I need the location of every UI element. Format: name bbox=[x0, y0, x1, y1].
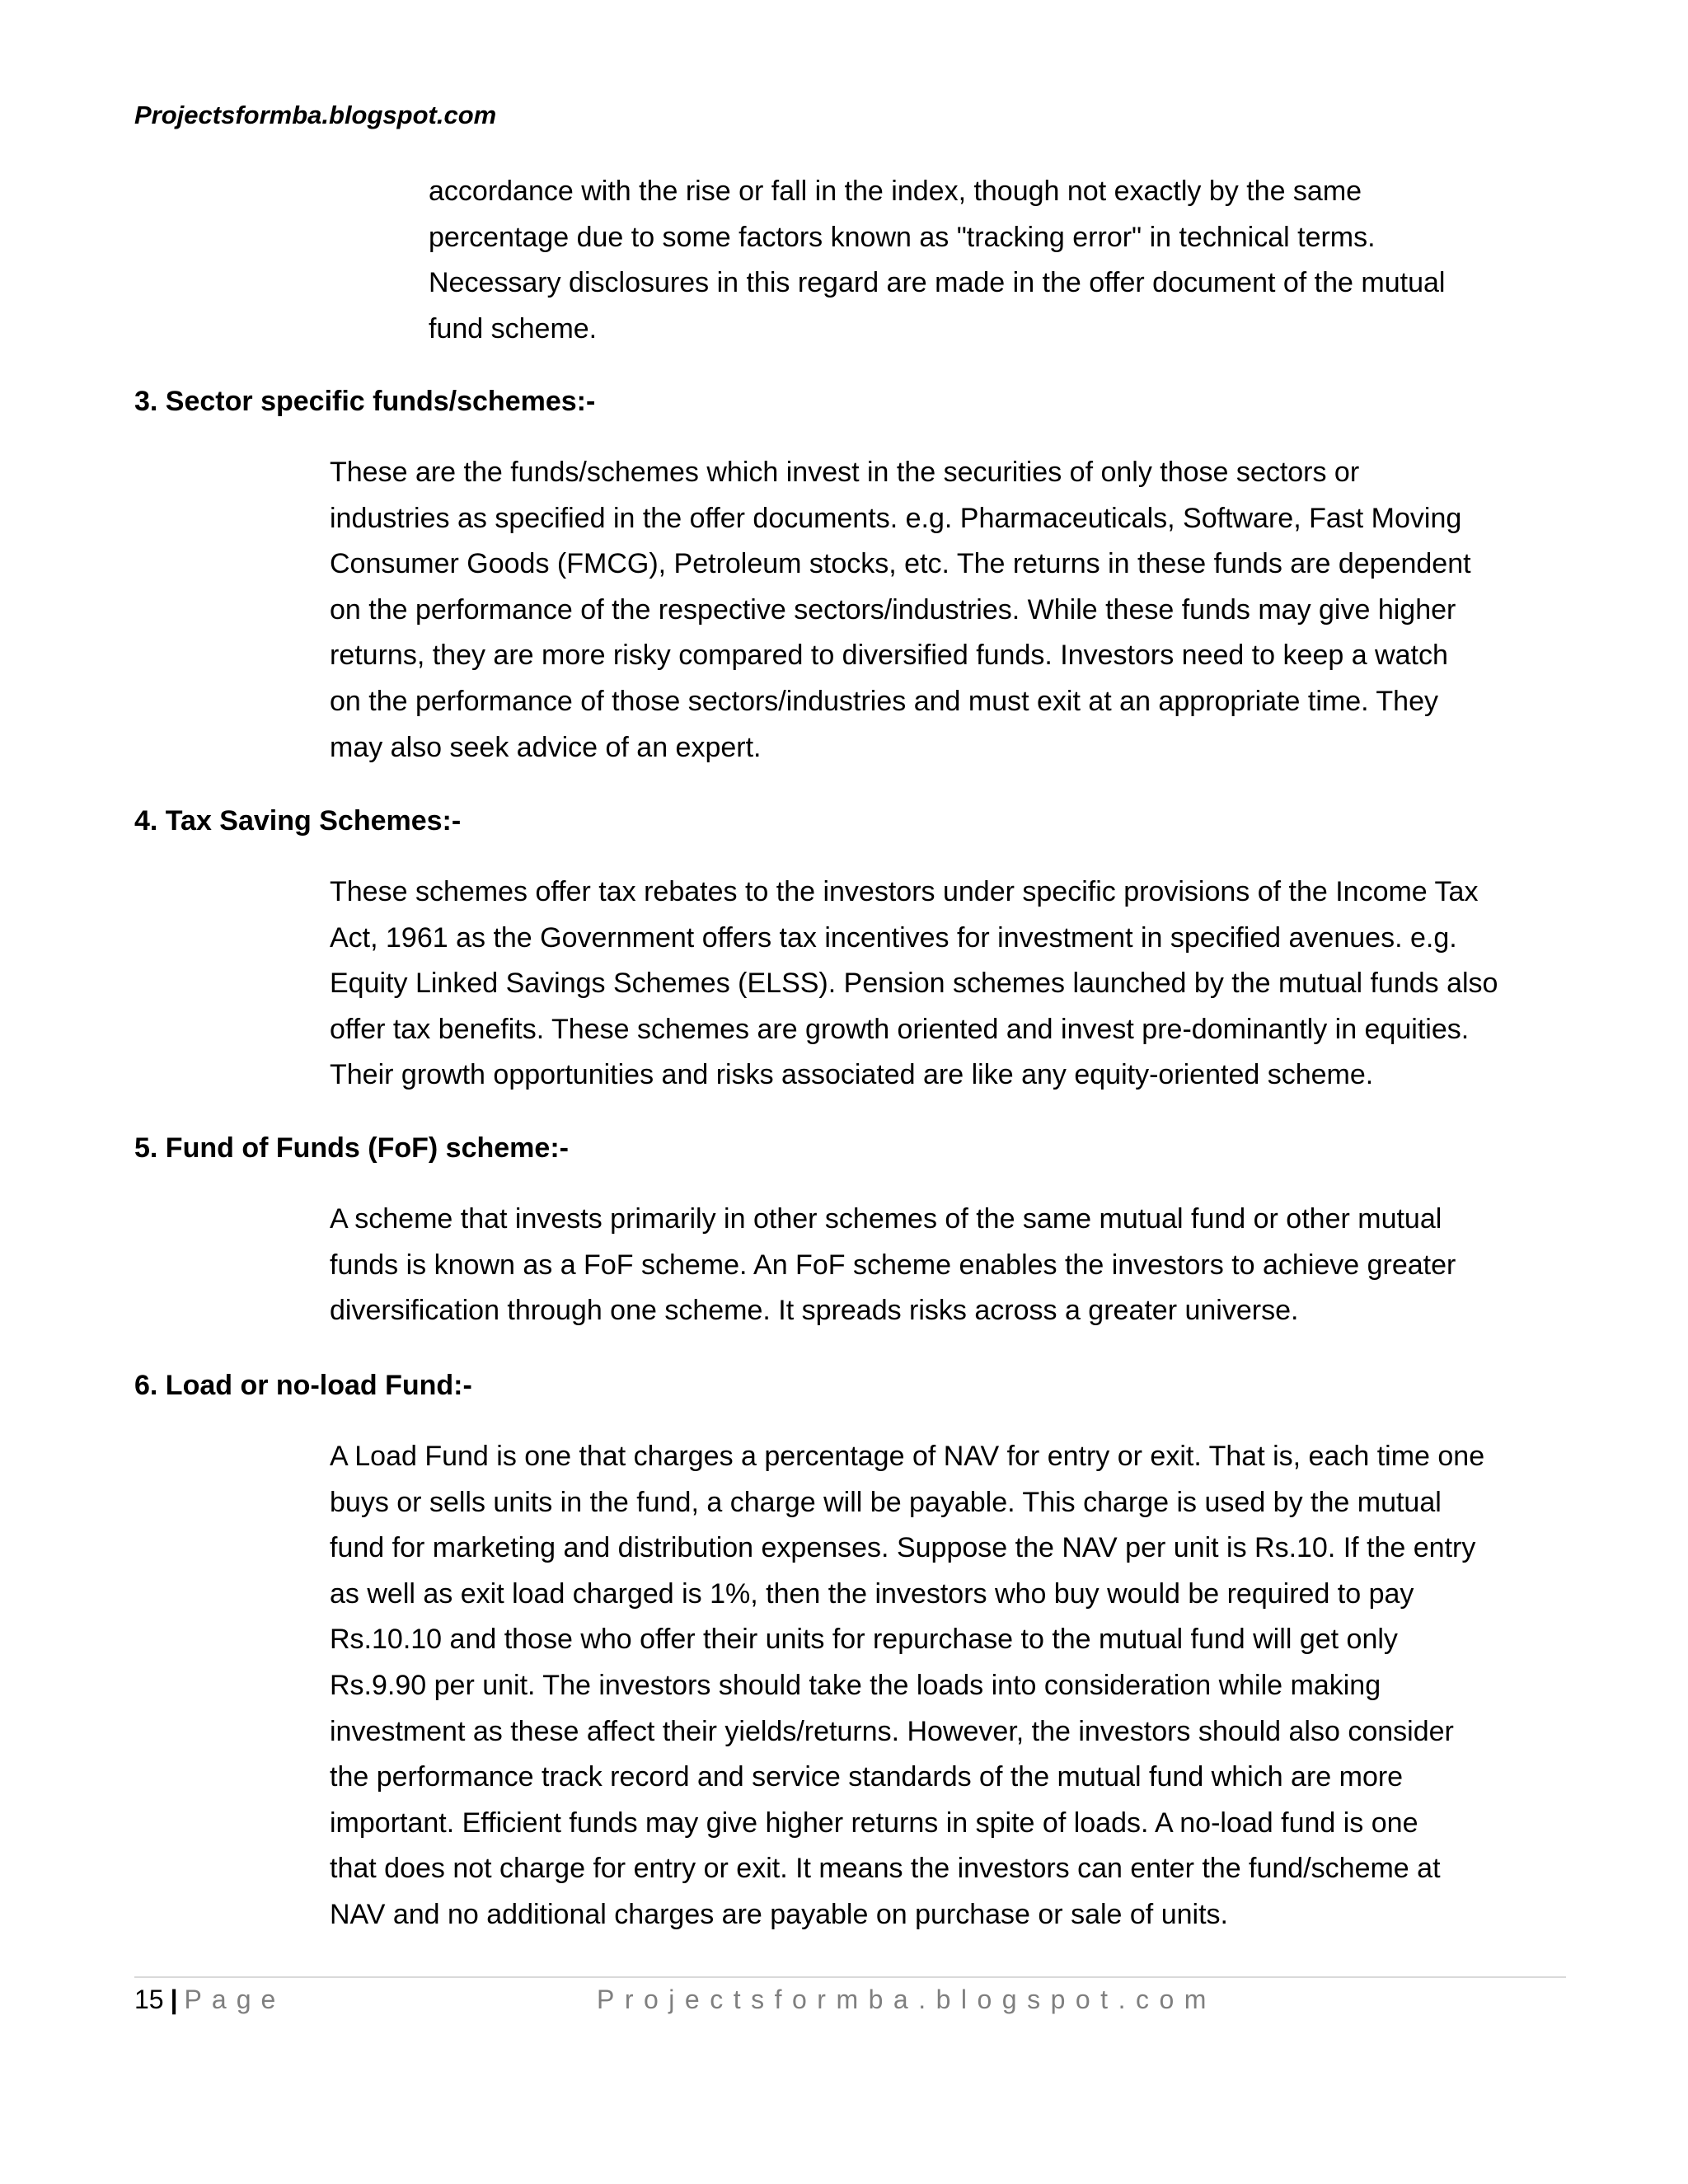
paragraph-line: Rs.10.10 and those who offer their units for repurchase to the mutual fund will get only bbox=[330, 1624, 1398, 1656]
paragraph-line: NAV and no additional charges are payable on purchase or sale of units. bbox=[330, 1898, 1228, 1930]
section-paragraph-load-no-load bbox=[330, 1434, 1582, 1938]
paragraph-line: funds is known as a FoF scheme. An FoF scheme enables the investors to achieve greater bbox=[330, 1249, 1456, 1281]
paragraph-line: A scheme that invests primarily in other schemes of the same mutual fund or other mutual bbox=[330, 1203, 1442, 1235]
section-paragraph-tax-saving bbox=[330, 869, 1582, 1099]
paragraph-line: important. Efficient funds may give higher returns in spite of loads. A no-load fund is one bbox=[330, 1807, 1418, 1839]
paragraph-line: diversification through one scheme. It spreads risks across a greater universe. bbox=[330, 1295, 1299, 1327]
paragraph-line: Equity Linked Savings Schemes (ELSS). Pension schemes launched by the mutual funds also bbox=[330, 968, 1498, 1000]
paragraph-line: may also seek advice of an expert. bbox=[330, 731, 762, 763]
paragraph-line: on the performance of those sectors/industries and must exit at an appropriate time. They bbox=[330, 685, 1438, 717]
section-heading-fund-of-funds: 5. Fund of Funds (FoF) scheme:- bbox=[134, 1132, 569, 1164]
paragraph-line: fund scheme. bbox=[429, 312, 598, 344]
page-header-site: Projectsformba.blogspot.com bbox=[134, 101, 497, 129]
paragraph-line: percentage due to some factors known as "tracking error" in technical terms. bbox=[429, 221, 1376, 253]
paragraph-line: These are the funds/schemes which invest in the securities of only those sectors or bbox=[330, 457, 1360, 488]
section-paragraph-fund-of-funds bbox=[330, 1197, 1582, 1334]
paragraph-line: Rs.9.90 per unit. The investors should take the loads into consideration while making bbox=[330, 1669, 1381, 1701]
page-number: 15 bbox=[134, 1985, 164, 2014]
page-separator: | bbox=[170, 1985, 178, 2014]
paragraph-line: buys or sells units in the fund, a charge will be payable. This charge is used by the mutual bbox=[330, 1486, 1442, 1518]
paragraph-line: fund for marketing and distribution expenses. Suppose the NAV per unit is Rs.10. If the entry bbox=[330, 1532, 1476, 1564]
paragraph-line: offer tax benefits. These schemes are growth oriented and invest pre-dominantly in equities. bbox=[330, 1013, 1470, 1045]
page-label: Page bbox=[184, 1985, 286, 2014]
section-heading-load-no-load: 6. Load or no-load Fund:- bbox=[134, 1370, 472, 1401]
paragraph-line: the performance track record and service standards of the mutual fund which are more bbox=[330, 1761, 1404, 1793]
footer-divider bbox=[134, 1976, 1566, 1978]
section-heading-sector-specific: 3. Sector specific funds/schemes:- bbox=[134, 386, 596, 417]
paragraph-line: industries as specified in the offer documents. e.g. Pharmaceuticals, Software, Fast Moving bbox=[330, 502, 1462, 534]
paragraph-line: Their growth opportunities and risks associated are like any equity-oriented scheme. bbox=[330, 1059, 1374, 1091]
paragraph-line: Consumer Goods (FMCG), Petroleum stocks, etc. The returns in these funds are dependent bbox=[330, 548, 1471, 580]
footer-site: Projectsformba.blogspot.com bbox=[597, 1985, 1217, 2014]
paragraph-line: investment as these affect their yields/returns. However, the investors should also consider bbox=[330, 1715, 1454, 1747]
section-heading-tax-saving: 4. Tax Saving Schemes:- bbox=[134, 805, 462, 837]
intro-paragraph bbox=[429, 169, 1599, 352]
paragraph-line: that does not charge for entry or exit. It means the investors can enter the fund/scheme at bbox=[330, 1853, 1441, 1885]
section-paragraph-sector-specific bbox=[330, 450, 1582, 771]
paragraph-line: returns, they are more risky compared to diversified funds. Investors need to keep a watch bbox=[330, 640, 1448, 672]
paragraph-line: on the performance of the respective sectors/industries. While these funds may give higher bbox=[330, 593, 1456, 626]
paragraph-line: A Load Fund is one that charges a percentage of NAV for entry or exit. That is, each time one bbox=[330, 1441, 1485, 1472]
paragraph-line: Necessary disclosures in this regard are made in the offer document of the mutual bbox=[429, 267, 1446, 299]
footer-page-indicator bbox=[134, 1981, 285, 2018]
paragraph-line: These schemes offer tax rebates to the investors under specific provisions of the Income Tax bbox=[330, 876, 1479, 907]
paragraph-line: Act, 1961 as the Government offers tax incentives for investment in specified avenues. e.g. bbox=[330, 921, 1457, 954]
paragraph-line: accordance with the rise or fall in the index, though not exactly by the same bbox=[429, 176, 1362, 207]
paragraph-line: as well as exit load charged is 1%, then the investors who buy would be required to pay bbox=[330, 1577, 1414, 1610]
